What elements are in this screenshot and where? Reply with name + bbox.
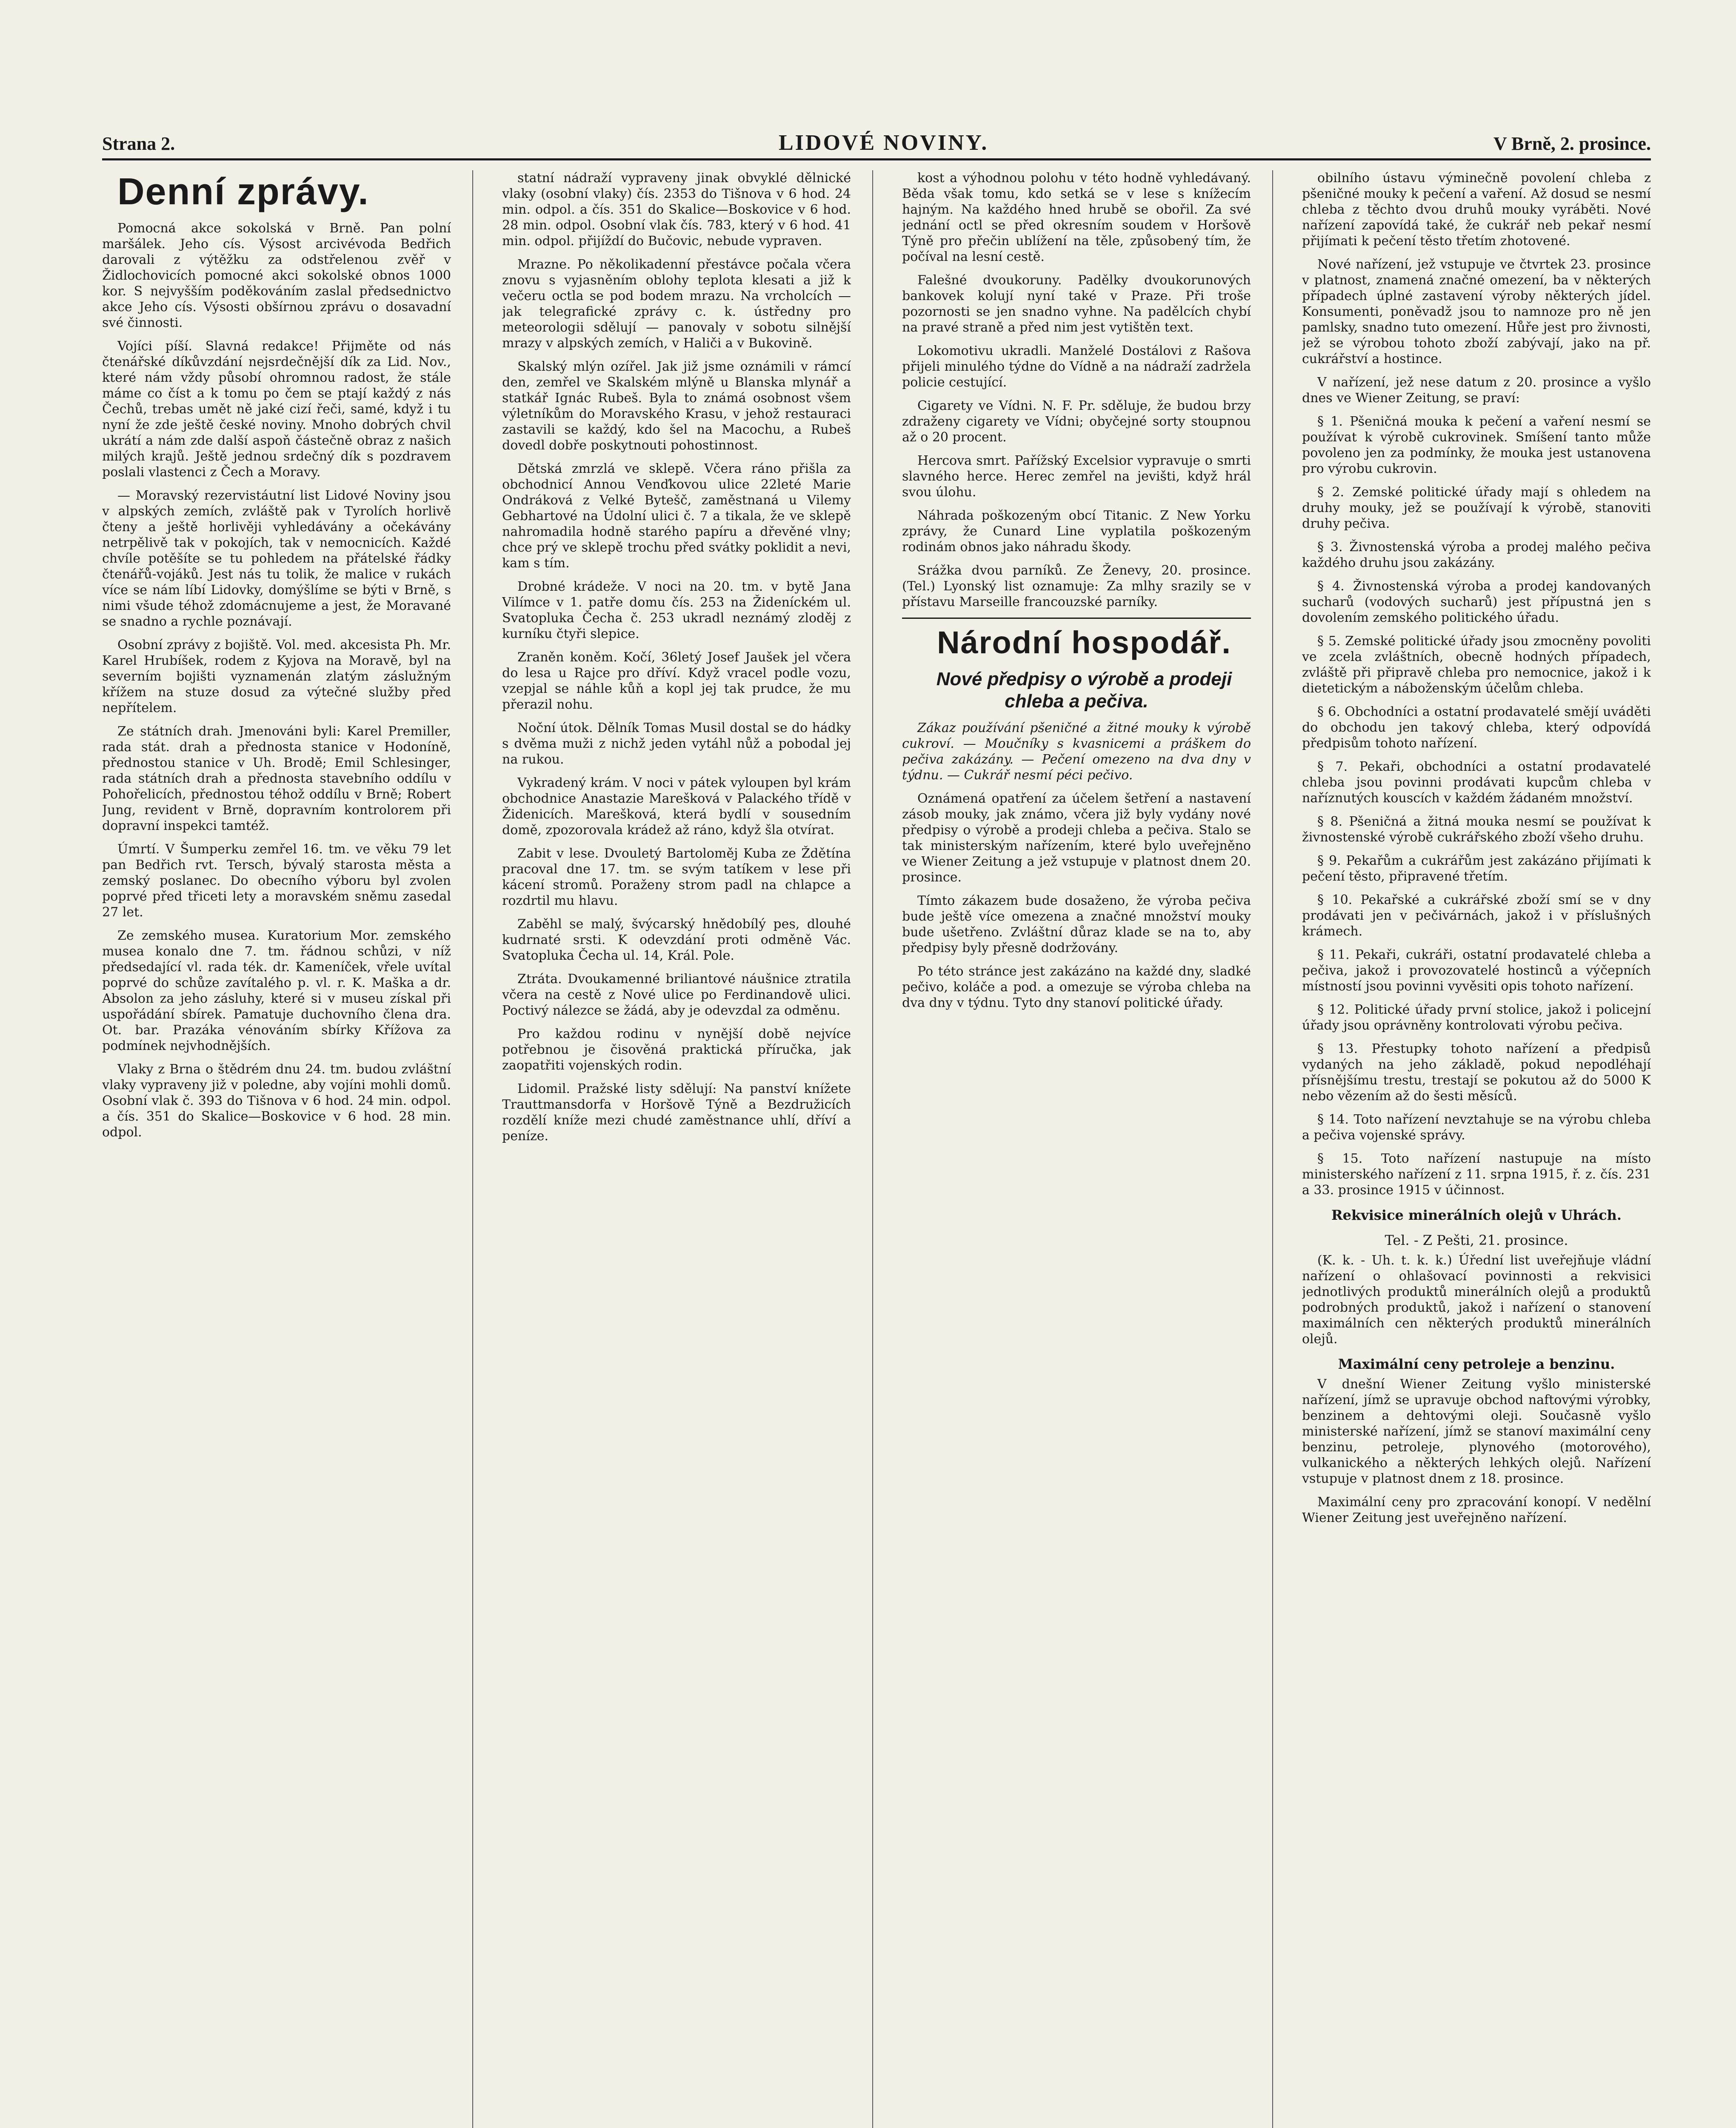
article-paragraph: Drobné krádeže. V noci na 20. tm. v bytě Jana Vilímce v 1. patře domu čís. 253 na Žideníckém ul. Svatopluka Čecha č. 253 ukradl neznámý zloděj z kurníku čtyři slepice. (502, 579, 851, 641)
article-paragraph: Osobní zprávy z bojiště. Vol. med. akcesista Ph. Mr. Karel Hrubíšek, rodem z Kyjova na Moravě, byl na severním bojišti vyznamenán zlatým záslužným křížem na stuze dosud za výtečné služby před nepřítelem. (102, 638, 451, 715)
article-paragraph: Po této stránce jest zakázáno na každé dny, sladké pečivo, koláče a pod. a omezuje se výroba chleba na dva dny v týdnu. Tyto dny stanoví politické úřady. (902, 964, 1251, 1010)
article-paragraph: Ztráta. Dvoukamenné briliantové náušnice ztratila včera na cestě z Nové ulice po Ferdinandově ulici. Poctivý nálezce se žádá, aby je odevzdal za odměnu. (502, 972, 851, 1018)
article-paragraph: Ze zemského musea. Kuratorium Mor. zemského musea konalo dne 7. tm. řádnou schůzi, v níž předsedající vl. rada ték. dr. Kameníček, vřele uvítal poprvé do schůze zavítalého p. vl. r. K. Maška a dr. Absolon za jeho zásluhy, které si v museu získal při uspořádání sbírek. Pamatuje duchovního člena dra. Ot. bar. Prazáka vénováním sbírky Křížova za podmínek nejvhodnějších. (102, 928, 451, 1053)
article-paragraph: § 8. Pšeničná a žitná mouka nesmí se používat k živnostenské výrobě cukrářského zboží všeho druhu. (1302, 814, 1651, 845)
article-paragraph: Vykradený krám. V noci v pátek vyloupen byl krám obchodnice Anastazie Marešková v Palackého třídě v Židenicích. Marešková, která bydlí v sousedním domě, zpozorovala krádež až ráno, když šla otvírat. (502, 775, 851, 838)
article-paragraph: § 7. Pekaři, obchodníci a ostatní prodavatelé chleba jsou povinni prodávati kupcům chleba v naříznutých kouscích v každém žádaném množství. (1302, 759, 1651, 806)
article-paragraph: § 3. Živnostenská výroba a prodej malého pečiva každého druhu jsou zakázány. (1302, 540, 1651, 570)
article-paragraph: Zaběhl se malý, švýcarský hnědobílý pes, dlouhé kudrnaté srsti. K odevzdání proti odměně Vác. Svatopluka Čecha ul. 14, Král. Pole. (502, 917, 851, 963)
article-paragraph: V nařízení, jež nese datum z 20. prosince a vyšlo dnes ve Wiener Zeitung, se praví: (1302, 375, 1651, 406)
article-paragraph: Srážka dvou parníků. Ze Ženevy, 20. prosince. (Tel.) Lyonský list oznamuje: Za mlhy srazily se v přístavu Marseille francouzské parníky. (902, 563, 1251, 609)
masthead-rule (102, 158, 1651, 160)
place-date: V Brně, 2. prosince. (1493, 133, 1651, 154)
article-paragraph: statní nádraží vypraveny jinak obvyklé dělnické vlaky (osobní vlaky) čís. 2353 do Tišnova v 6 hod. 24 min. odpol. a čís. 351 do Skalice—Boskovice v 6 hod. 28 min. odpol. Osobní vlak čís. 783, který v 6 hod. 41 min. odpol. přijíždí do Bučovic, nebude vypraven. (502, 171, 851, 249)
section-rule (902, 618, 1251, 619)
article-paragraph: Noční útok. Dělník Tomas Musil dostal se do hádky s dvěma muži z nichž jeden vytáhl nůž a pobodal jej na rukou. (502, 721, 851, 767)
article-paragraph: Oznámená opatření za účelem šetření a nastavení zásob mouky, jak známo, včera již byly vydány nové předpisy o výrobě a prodeji chleba a pečiva. Stalo se tak ministerským nařízením, které bylo uveřejněno ve Wiener Zeitung a jež vstupuje v platnost dnem 20. prosince. (902, 791, 1251, 885)
article-paragraph: § 13. Přestupky tohoto nařízení a předpisů vydaných na jeho základě, pokud nepodléhají přísnějšímu trestu, trestají se pokutou až do 5000 K nebo vězením až do šesti měsíců. (1302, 1041, 1651, 1104)
article-paragraph: Lidomil. Pražské listy sdělují: Na panství knížete Trauttmansdorfa v Horšově Týně a Bezdružicích rozdělí kníže mezi chudé zaměstnance uhlí, dříví a peníze. (502, 1081, 851, 1144)
article-paragraph: obilního ústavu výminečně povolení chleba z pšeničné mouky k pečení a vaření. Až dosud se nesmí chleba z těchto dvou druhů mouky vyráběti. Nové nařízení zapovídá také, že cukrář neb pekař nesmí přijímati k pečení těsto třetím zhotovené. (1302, 171, 1651, 249)
column-divider (472, 170, 473, 2128)
article-paragraph: — Moravský rezervistáutní list Lidové Noviny jsou v alpských zemích, zvláště pak v Tyrolích horlivě čteny a ještě horlivěji vyhledávány a očekávány netrpělivě tak v pokojích, tak v nemocnicích. Každé chvíle potěšíte se tu pohledem na přátelské řádky čtenářů-vojáků. Jest nás tu tolik, že malice v rukách více se nám líbí Lidovky, domýšlíme se býti v Brně, s nimi všude téhož zdomácnujeme a jest, že Moravané se snadno a rychle poznávají. (102, 488, 451, 629)
column-divider (1272, 170, 1273, 2128)
article-paragraph: § 9. Pekařům a cukrářům jest zakázáno přijímati k pečení těsto, připravené třetím. (1302, 853, 1651, 884)
paper-title: LIDOVÉ NOVINY. (779, 131, 989, 155)
column-1 (102, 170, 451, 2128)
article-paragraph: § 14. Toto nařízení nevztahuje se na výrobu chleba a pečiva vojenské správy. (1302, 1112, 1651, 1143)
article-paragraph: § 10. Pekařské a cukrářské zboží smí se v dny prodávati jen v pečivárnách, jakož i v příslušných krámech. (1302, 892, 1651, 939)
article-paragraph: Cigarety ve Vídni. N. F. Pr. sděluje, že budou brzy zdraženy cigarety ve Vídni; obyčejné sorty stoupnou až o 20 procent. (902, 398, 1251, 445)
article-paragraph: Maximální ceny pro zpracování konopí. V nedělní Wiener Zeitung jest uveřejněno nařízení. (1302, 1495, 1651, 1525)
section-title-narodni-hospodar: Národní hospodář. (937, 625, 1231, 660)
dateline: Tel. - Z Pešti, 21. prosince. (1385, 1232, 1568, 1248)
article-paragraph: Náhrada poškozeným obcí Titanic. Z New Yorku zprávy, že Cunard Line vyplatila poškozeným rodinám obnos jako náhradu škody. (902, 508, 1251, 555)
article-paragraph: § 15. Toto nařízení nastupuje na místo ministerského nařízení z 11. srpna 1915, ř. z. čís. 231 a 33. prosince 1915 v účinnost. (1302, 1151, 1651, 1198)
page-number: Strana 2. (102, 133, 175, 154)
article-paragraph: Pomocná akce sokolská v Brně. Pan polní maršálek. Jeho cís. Výsost arcivévoda Bedřich darovali z výtěžku za odstřelenou zvěř v Židlochovicích pomocné akci sokolské obnos 1000 kor. S nejvyšším poděkováním zaslal předsednictvo akce Jeho cís. Výsosti obšírnou zprávu o dosavadní své činnosti. (102, 221, 451, 330)
column-4 (1302, 170, 1651, 2128)
article-paragraph: § 1. Pšeničná mouka k pečení a vaření nesmí se používat k výrobě cukrovinek. Smíšení tanto může povoleno jen za podmínky, že mouka jest ustanovena pro výrobu cukrovin. (1302, 414, 1651, 476)
section-title-daily-news: Denní zprávy. (117, 170, 369, 212)
article-paragraph: § 11. Pekaři, cukráři, ostatní prodavatelé chleba a pečiva, jakož i provozovatelé hostinců a výčepních místností jsou povinni vyvěsiti opis tohoto nařízení. (1302, 947, 1651, 994)
article-paragraph: Falešné dvoukoruny. Padělky dvoukorunových bankovek kolují nyní také v Praze. Při troše pozornosti se jen snadno vyhne. Na padělcích chybí na pravé straně a před nim jest vytištěn text. (902, 273, 1251, 335)
article-paragraph: § 12. Politické úřady první stolice, jakož i policejní úřady jsou oprávněny kontrolovati výrobu pečiva. (1302, 1002, 1651, 1033)
article-paragraph: Tímto zákazem bude dosaženo, že výroba pečiva bude ještě více omezena a značné množství mouky bude ušetřeno. Zvláštní důraz klade se na to, aby předpisy byly přesně dodržovány. (902, 893, 1251, 955)
article-paragraph: Mrazne. Po několikadenní přestávce počala včera znovu s vyjasněním oblohy teplota klesati a již k večeru octla se pod bodem mrazu. Na vrcholcích — jak telegrafické zprávy c. k. ústředny pro meteorologii sdělují — panovaly v sobotu silnější mrazy v alpských zemích, v Haliči a v Bukovině. (502, 257, 851, 351)
article-paragraph: Dětská zmrzlá ve sklepě. Včera ráno přišla za obchodnicí Annou Venďkovou ulice 22leté Marie Ondráková z Velké Bytešč, zaměstnaná u Vilemy Gebhartové na Údolní ulici č. 7 a tikala, že ve sklepě nahromadila hodně starého papíru a dřevěné vlny; chce prý ve sklepě trochu před svátky poklidit a nevi, kam s tím. (502, 461, 851, 571)
subheading: Maximální ceny petroleje a benzinu. (1338, 1356, 1615, 1372)
article-paragraph: Nové nařízení, jež vstupuje ve čtvrtek 23. prosince v platnost, znamená značné omezení, ba v některých případech úplné zastavení výroby některých jídel. Konsumenti, poněvadž jsou to namnoze pro ně jen pamlsky, snadno tuto omezení. Hůře jest pro živnosti, jež se výrobou tohoto zboží zabývají, jako na př. cukrářství a hostince. (1302, 257, 1651, 366)
article-paragraph: Vojíci píší. Slavná redakce! Přijměte od nás čtenářské díkůvzdání nejsrdečnější dík za Lid. Nov., které nám vždy působí ohromnou radost, že stále máme co číst a k tomu po čem se ptají každý z nás Čechů, trebas umět ně jaké cizí řeči, samé, když i tu nyní že zde ještě české noviny. Mnoho dobrých chvil ukrátí a nám zde další aspoň částečně obraz z našich milých krajů. Ještě jednou srdečný dík s pozdravem poslali vlastenci z Čech a Moravy. (102, 339, 451, 480)
column-2 (502, 170, 851, 2128)
article-paragraph: Úmrtí. V Šumperku zemřel 16. tm. ve věku 79 let pan Bedřich rvt. Tersch, bývalý starosta města a zemský poslanec. Do obecního výboru byl zvolen poprvé před třiceti lety a moravském sněmu zasedal 27 let. (102, 842, 451, 920)
article-lead: Zákaz používání pšeničné a žitné mouky k výrobě cukroví. — Moučníky s kvasnicemi a práškem do pečiva zakázány. — Pečení omezeno na dva dny v týdnu. — Cukrář nesmí péci pečivo. (902, 721, 1251, 783)
article-paragraph: Zraněn koněm. Kočí, 36letý Josef Jaušek jel včera do lesa u Rajce pro dříví. Když vracel podle vozu, vzepjal se náhle kůň a kopl jej tak prudce, že mu přerazil nohu. (502, 650, 851, 712)
masthead (102, 128, 1651, 162)
column-3 (902, 170, 1251, 2128)
article-paragraph: Ze státních drah. Jmenováni byli: Karel Premiller, rada stát. drah a přednosta stanice v Hodoníně, přednostou stanice v Uh. Brodě; Emil Schlesinger, rada státních drah a přednosta stavebního oddílu v Pohořelicích, přednostou téhož oddílu v Brně; Robert Jung, revident v Brně, dopravním kontrolorem při dopravní inspekci tamtéž. (102, 724, 451, 833)
article-paragraph: § 6. Obchodníci a ostatní prodavatelé smějí uváděti do obchodu jen takový chleba, který odpovídá předpisům tohoto nařízení. (1302, 704, 1651, 751)
section-subtitle: Nové předpisy o výrobě a prodeji chleba a pečiva. (936, 669, 1232, 712)
article-paragraph: kost a výhodnou polohu v této hodně vyhledávaný. Běda však tomu, kdo setká se v lese s knížecím hajným. Na každého hned hrubě se obořil. Za své jednání octl se před okresním soudem v Horšově Týně pro přečin ublížení na těle, způsobený tím, že počíval na lesní cestě. (902, 171, 1251, 264)
article-paragraph: V dnešní Wiener Zeitung vyšlo ministerské nařízení, jímž se upravuje obchod naftovými výrobky, benzinem a dehtovými oleji. Současně vyšlo ministerské nařízení, jímž se stanoví maximální ceny benzinu, petroleje, plynového (motorového), vulkanického a některých lehkých olejů. Nařízení vstupuje v platnost dnem z 18. prosince. (1302, 1377, 1651, 1486)
article-paragraph: Pro každou rodinu v nynější době nejvíce potřebnou je čisověná praktická příručka, jak zaopatřiti vojenských rodin. (502, 1027, 851, 1073)
column-divider (872, 170, 873, 2128)
article-paragraph: § 5. Zemské politické úřady jsou zmocněny povoliti ve zcela zvláštních, obecně hodných případech, zvláště při připravě chleba pro nemocnice, jakož i k dietetickým a náboženským účelům chleba. (1302, 634, 1651, 696)
article-paragraph: § 2. Zemské politické úřady mají s ohledem na druhy mouky, jež se používají k výrobě, stanoviti druhy pečiva. (1302, 485, 1651, 531)
article-paragraph: § 4. Živnostenská výroba a prodej kandovaných sucharů (vodových sucharů) jest přípustná jen s dovolením zemského politického úřadu. (1302, 579, 1651, 625)
article-paragraph: Zabit v lese. Dvouletý Bartoloměj Kuba ze Ždětína pracoval dne 17. tm. se svým tatíkem v lese při kácení stromů. Poraženy strom padl na chlapce a rozdrtil mu hlavu. (502, 846, 851, 908)
article-paragraph: Lokomotivu ukradli. Manželé Dostálovi z Rašova přijeli minulého týdne do Vídně a na nádraží zadržela policie cestující. (902, 343, 1251, 390)
article-paragraph: Hercova smrt. Pařížský Excelsior vypravuje o smrti slavného herce. Herec zemřel na jevišti, když hrál svou úlohu. (902, 453, 1251, 500)
article-paragraph: Skalský mlýn ozířel. Jak již jsme oznámili v rámcí den, zemřel ve Skalském mlýně u Blanska mlynář a statkář Ignác Rubeš. Byla to známá osobnost všem výletníkům do Moravského Krasu, v jehož restauraci zastavili se každý, kdo šel na Macochu, a Rubeš dovedl dobře poskytnouti pohostinnost. (502, 359, 851, 453)
article-paragraph: (K. k. - Uh. t. k. k.) Úřední list uveřejňuje vládní nařízení o ohlašovací povinnosti a rekvisici jednotlivých produktů minerálních olejů a produktů podrobných produktů, jakož i nařízení o stanovení maximálních cen některých produktů minerálních olejů. (1302, 1253, 1651, 1347)
subheading: Rekvisice minerálních olejů v Uhrách. (1331, 1207, 1622, 1223)
article-paragraph: Vlaky z Brna o štědrém dnu 24. tm. budou zvláštní vlaky vypraveny již v poledne, aby vojíni mohli domů. Osobní vlak č. 393 do Tišnova v 6 hod. 24 min. odpol. a čís. 351 do Skalice—Boskovice v 6 hod. 28 min. odpol. (102, 1062, 451, 1140)
